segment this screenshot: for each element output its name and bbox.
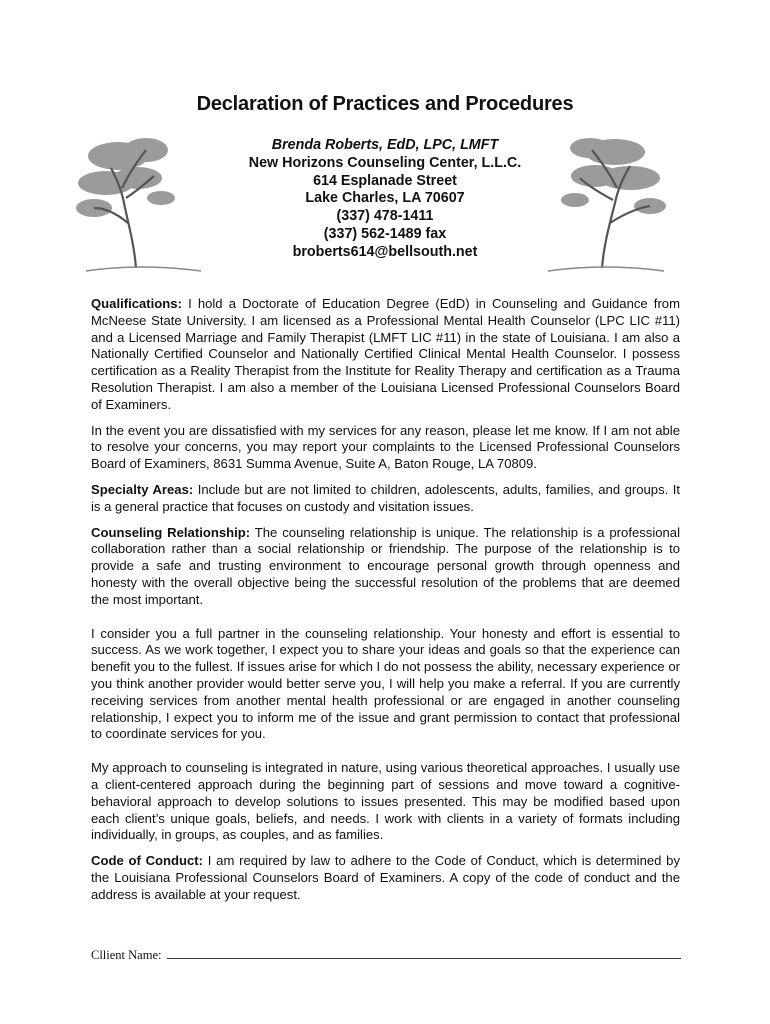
conduct-heading: Code of Conduct: [91, 853, 204, 869]
client-name-label: Cllient Name: [91, 948, 162, 962]
street-address: 614 Esplanade Street [313, 172, 457, 189]
dissatisfied-paragraph: In the event you are dissatisfied with my services for any reason, please let me know. If I am not able to resolve your concerns, you may report your complaints to the Licensed Professional Counselors Board of Examiners, 8631 Summa Avenue, Suite A, Baton Rouge, LA 70809. [91, 422, 680, 472]
document-body [91, 296, 680, 913]
conduct-paragraph: Code of Conduct: I am required by law to adhere to the Code of Conduct, which is determined by the Louisiana Professional Counselors Board of Examiners. A copy of the code of conduct and the address is available at your request. [91, 853, 681, 902]
relationship-paragraph: Counseling Relationship: The counseling relationship is unique. The relationship is a professional collaboration rather than a social relationship or friendship. The purpose of the relationship is to provide a safe and trusting environment to encourage personal growth through openness and honesty with the overall objective being the successful resolution of the problems that are deemed the most important. [91, 524, 681, 607]
specialty-heading: Specialty Areas: [91, 481, 194, 497]
client-name-field[interactable] [167, 946, 681, 959]
page-title: Declaration of Practices and Procedures [196, 93, 574, 115]
org-name: New Horizons Counseling Center, L.L.C. [248, 154, 522, 171]
client-name-row [91, 946, 681, 963]
email-address: broberts614@bellsouth.net [292, 243, 478, 260]
fax-number: (337) 562-1489 fax [323, 225, 447, 242]
counselor-name: Brenda Roberts, EdD, LPC, LMFT [271, 137, 499, 153]
phone-number: (337) 478-1411 [336, 208, 434, 225]
specialty-paragraph: Specialty Areas: Include but are not limited to children, adolescents, adults, families, and groups. It is a general practice that focuses on custody and visitation issues. [91, 481, 680, 514]
tree-illustration-right [540, 128, 670, 278]
partner-paragraph: I consider you a full partner in the counseling relationship. Your honesty and effort is essential to success. As we work together, I expect you to share your ideas and goals so that the experience can benefit you to the fullest. If issues arise for which I do not possess the ability, necessary experience or you think another provider would better serve you, I will help you make a referral. If you are currently receiving services from another mental health professional or are engaged in another counseling relationship, I expect you to inform me of the issue and grant permission to contact that professional to coordinate services for you. [91, 625, 680, 742]
city-state-zip: Lake Charles, LA 70607 [305, 190, 465, 207]
qualifications-heading: Qualifications: [91, 296, 182, 311]
qualifications-paragraph: Qualifications: I hold a Doctorate of Education Degree (EdD) in Counseling and Guidance from McNeese State University. I am licensed as a Professional Mental Health Counselor (LPC LIC #11) and a Licensed Marriage and Family Therapist (LMFT LIC #11) in the state of Louisiana. I am also a Nationally Certified Counselor and Nationally Certified Clinical Mental Health Counselor. I possess certification as a Reality Therapist from the Institute for Reality Therapy and certification as a Trauma Resolution Therapist. I am also a member of the Louisiana Licensed Professional Counselors Board of Examiners. [91, 296, 680, 412]
relationship-heading: Counseling Relationship: [91, 524, 251, 540]
approach-paragraph: My approach to counseling is integrated in nature, using various theoretical approaches. I usually use a client-centered approach during the beginning part of sessions and move toward a cognitive-behavioral approach to develop solutions to issues presented. This may be modified based upon each client’s unique goals, beliefs, and needs. I work with clients in a variety of formats including individually, in groups, as couples, and as families. [91, 760, 680, 843]
